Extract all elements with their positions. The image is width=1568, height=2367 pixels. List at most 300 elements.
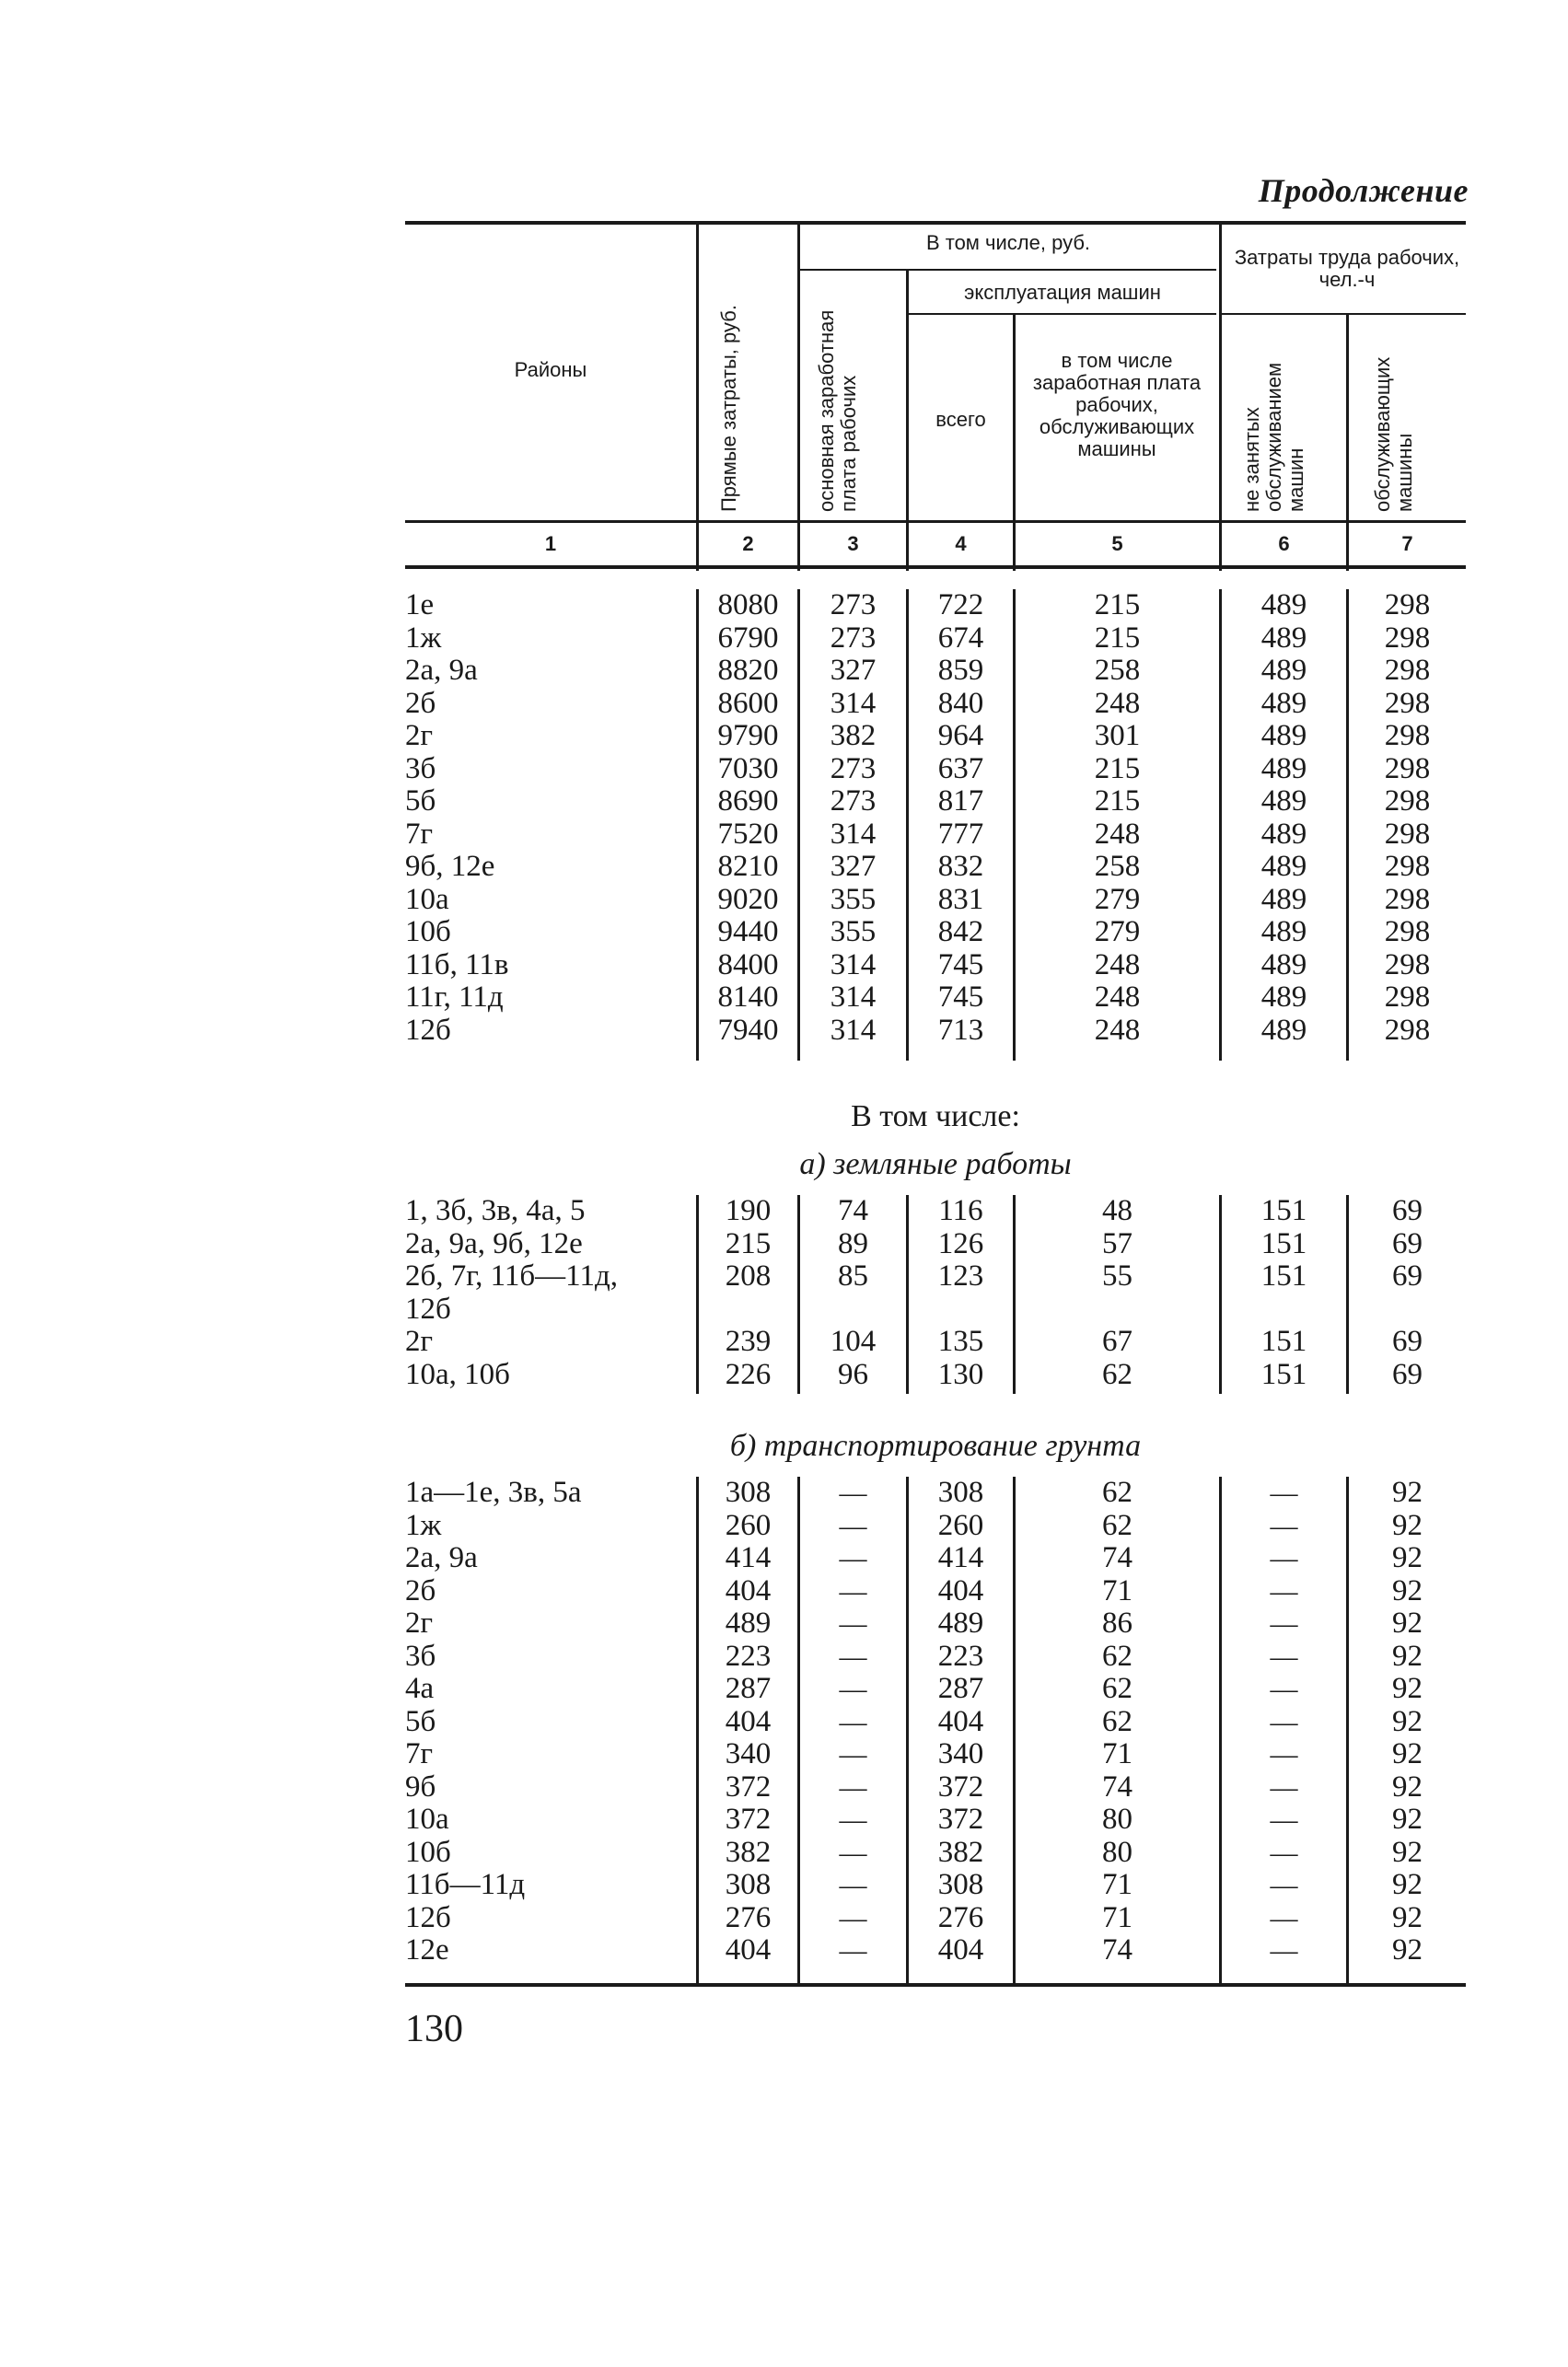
value-cell-col7: 92	[1392, 1900, 1423, 1934]
value-cell-col3: 273	[830, 751, 877, 785]
district-cell: 9б	[405, 1769, 436, 1804]
value-cell-col6: 489	[1260, 947, 1307, 981]
value-cell-col3: 314	[830, 947, 877, 981]
page-number: 130	[405, 2008, 463, 2050]
district-cell: 9б, 12е	[405, 850, 495, 883]
value-cell-col4: 372	[937, 1803, 984, 1836]
district-cell: 1е	[405, 588, 435, 621]
value-cell-col6: —	[1270, 1478, 1298, 1508]
value-cell-col3: 85	[838, 1259, 868, 1293]
district-cell: 2б, 7г, 11б—11д,	[405, 1259, 618, 1293]
value-cell-col2: 340	[725, 1737, 772, 1770]
value-cell-col5: 71	[1102, 1573, 1132, 1607]
value-cell-col6: —	[1270, 1575, 1298, 1607]
value-cell-col4: 713	[937, 1013, 984, 1047]
value-cell-col3: 314	[830, 1013, 877, 1047]
value-cell-col2: 8820	[717, 654, 779, 687]
value-cell-col4: 135	[937, 1325, 984, 1358]
value-cell-col6: —	[1270, 1510, 1298, 1541]
value-cell-col6: 151	[1260, 1357, 1307, 1391]
table-row	[405, 1934, 1466, 1967]
col-number-5: 5	[1111, 532, 1123, 555]
value-cell-col7: 92	[1392, 1607, 1423, 1640]
value-cell-col7: 69	[1392, 1226, 1423, 1260]
table-row	[405, 1673, 1466, 1706]
value-cell-col5: 74	[1102, 1541, 1132, 1574]
value-cell-col3: —	[839, 1706, 867, 1737]
value-cell-col5: 55	[1102, 1259, 1132, 1293]
value-cell-col5: 74	[1102, 1933, 1132, 1967]
value-cell-col6: 151	[1260, 1194, 1307, 1227]
value-cell-col2: 8140	[717, 980, 779, 1014]
section-b-title: б) транспортирование грунта	[729, 1429, 1142, 1463]
table-row	[405, 1706, 1466, 1739]
value-cell-col6: —	[1270, 1641, 1298, 1672]
table-row	[405, 1195, 1466, 1228]
table-row	[405, 981, 1466, 1015]
value-cell-col6: —	[1270, 1706, 1298, 1737]
header-top-rule	[405, 221, 1466, 225]
value-cell-col6: —	[1270, 1870, 1298, 1900]
value-cell-col6: 489	[1260, 915, 1307, 948]
value-cell-col7: 92	[1392, 1835, 1423, 1869]
value-cell-col2: 239	[725, 1325, 772, 1358]
value-cell-col2: 7520	[717, 817, 779, 851]
value-cell-col4: 308	[937, 1868, 984, 1901]
table-row	[405, 753, 1466, 786]
table-row	[405, 1294, 1466, 1327]
value-cell-col2: 287	[725, 1672, 772, 1705]
value-cell-col2: 8600	[717, 686, 779, 720]
col-number-2: 2	[742, 532, 754, 555]
district-cell: 2б	[405, 1573, 436, 1607]
value-cell-col2: 190	[725, 1194, 772, 1227]
value-cell-col3: —	[839, 1837, 867, 1868]
table-row	[405, 720, 1466, 753]
table-row	[405, 851, 1466, 884]
table-row	[405, 1641, 1466, 1674]
value-cell-col4: 287	[937, 1672, 984, 1705]
value-cell-col6: 489	[1260, 817, 1307, 851]
section-b-block	[405, 1477, 1466, 1983]
table-row	[405, 1575, 1466, 1608]
value-cell-col5: 215	[1094, 621, 1141, 655]
district-cell: 10б	[405, 1835, 451, 1869]
table-row	[405, 589, 1466, 622]
value-cell-col7: 298	[1384, 719, 1431, 752]
value-cell-col4: 340	[937, 1737, 984, 1770]
col-number-3: 3	[847, 532, 859, 555]
value-cell-col5: 248	[1094, 686, 1141, 720]
district-cell: 10б	[405, 915, 451, 948]
value-cell-col7: 298	[1384, 784, 1431, 818]
value-cell-col6: 489	[1260, 719, 1307, 752]
value-cell-col7: 298	[1384, 882, 1431, 916]
value-cell-col3: —	[839, 1510, 867, 1541]
value-cell-col2: 382	[725, 1835, 772, 1869]
district-cell: 2а, 9а	[405, 1541, 478, 1574]
value-cell-col4: 840	[937, 686, 984, 720]
header-sub-rule-3	[1222, 313, 1466, 315]
table-row	[405, 1477, 1466, 1510]
value-cell-col5: 248	[1094, 817, 1141, 851]
value-cell-col3: 96	[838, 1357, 868, 1391]
value-cell-col5: 62	[1102, 1672, 1132, 1705]
value-cell-col7: 92	[1392, 1573, 1423, 1607]
table-header	[405, 221, 1466, 571]
value-cell-col6: —	[1270, 1804, 1298, 1835]
table-row	[405, 1837, 1466, 1870]
base-wage-header: основная заработная плата рабочих	[815, 309, 860, 512]
value-cell-col4: 859	[937, 654, 984, 687]
value-cell-col4: 404	[937, 1573, 984, 1607]
labor-header: Затраты труда рабочих, чел.-ч	[1234, 246, 1460, 291]
district-cell: 5б	[405, 784, 436, 818]
main-data-block	[405, 589, 1466, 1061]
machine-ops-header: эксплуатация машин	[964, 281, 1161, 304]
value-cell-col3: —	[839, 1739, 867, 1769]
value-cell-col6: —	[1270, 1902, 1298, 1933]
section-a-block	[405, 1195, 1466, 1394]
value-cell-col6: —	[1270, 1543, 1298, 1573]
table-row	[405, 1260, 1466, 1294]
value-cell-col3: —	[839, 1478, 867, 1508]
value-cell-col6: —	[1270, 1837, 1298, 1868]
district-cell: 12б	[405, 1292, 451, 1326]
table-row	[405, 1359, 1466, 1392]
value-cell-col3: 273	[830, 588, 877, 621]
value-cell-col2: 8690	[717, 784, 779, 818]
value-cell-col5: 62	[1102, 1357, 1132, 1391]
value-cell-col7: 298	[1384, 817, 1431, 851]
districts-header: Районы	[514, 358, 587, 381]
value-cell-col5: 74	[1102, 1769, 1132, 1804]
value-cell-col6: 489	[1260, 980, 1307, 1014]
table-row	[405, 884, 1466, 917]
value-cell-col3: 89	[838, 1226, 868, 1260]
value-cell-col3: —	[839, 1902, 867, 1933]
district-cell: 3б	[405, 751, 436, 785]
value-cell-col2: 404	[725, 1704, 772, 1738]
value-cell-col6: —	[1270, 1771, 1298, 1803]
including-label: В том числе:	[851, 1099, 1020, 1133]
value-cell-col4: 964	[937, 719, 984, 752]
header-mid-rule	[405, 520, 1466, 523]
value-cell-col2: 8210	[717, 850, 779, 883]
value-cell-col2: 404	[725, 1933, 772, 1967]
col-divider-2	[797, 221, 800, 571]
direct-costs-header: Прямые затраты, руб.	[717, 305, 740, 512]
table-row	[405, 1228, 1466, 1261]
value-cell-col7: 298	[1384, 686, 1431, 720]
value-cell-col2: 7940	[717, 1013, 779, 1047]
value-cell-col6: —	[1270, 1739, 1298, 1769]
value-cell-col7: 92	[1392, 1508, 1423, 1542]
table-row	[405, 655, 1466, 688]
value-cell-col5: 279	[1094, 915, 1141, 948]
district-cell: 10а, 10б	[405, 1357, 510, 1391]
value-cell-col5: 62	[1102, 1476, 1132, 1509]
value-cell-col4: 817	[937, 784, 984, 818]
value-cell-col4: 831	[937, 882, 984, 916]
value-cell-col4: 842	[937, 915, 984, 948]
header-sub-rule-2	[909, 313, 1216, 315]
value-cell-col4: 223	[937, 1639, 984, 1673]
value-cell-col4: 832	[937, 850, 984, 883]
district-cell: 10а	[405, 882, 449, 916]
value-cell-col7: 92	[1392, 1803, 1423, 1836]
district-cell: 7г	[405, 817, 434, 851]
district-cell: 10а	[405, 1803, 449, 1836]
district-cell: 2г	[405, 719, 434, 752]
table-bottom-rule	[405, 1983, 1466, 1987]
value-cell-col5: 248	[1094, 947, 1141, 981]
value-cell-col2: 489	[725, 1607, 772, 1640]
value-cell-col6: 489	[1260, 882, 1307, 916]
value-cell-col4: 722	[937, 588, 984, 621]
col-number-7: 7	[1401, 532, 1413, 555]
district-cell: 1ж	[405, 1508, 442, 1542]
value-cell-col4: 489	[937, 1607, 984, 1640]
value-cell-col3: 355	[830, 915, 877, 948]
value-cell-col4: 745	[937, 980, 984, 1014]
value-cell-col2: 372	[725, 1769, 772, 1804]
value-cell-col5: 62	[1102, 1508, 1132, 1542]
value-cell-col2: 404	[725, 1573, 772, 1607]
value-cell-col2: 260	[725, 1508, 772, 1542]
district-cell: 2г	[405, 1607, 434, 1640]
value-cell-col7: 298	[1384, 915, 1431, 948]
value-cell-col7: 298	[1384, 751, 1431, 785]
value-cell-col7: 69	[1392, 1259, 1423, 1293]
value-cell-col7: 92	[1392, 1672, 1423, 1705]
value-cell-col7: 92	[1392, 1541, 1423, 1574]
value-cell-col2: 215	[725, 1226, 772, 1260]
value-cell-col5: 80	[1102, 1803, 1132, 1836]
col-divider-1	[696, 221, 699, 571]
table-row	[405, 622, 1466, 656]
table-row	[405, 1902, 1466, 1935]
value-cell-col4: 777	[937, 817, 984, 851]
value-cell-col4: 308	[937, 1476, 984, 1509]
value-cell-col2: 223	[725, 1639, 772, 1673]
district-cell: 5б	[405, 1704, 436, 1738]
value-cell-col4: 404	[937, 1704, 984, 1738]
value-cell-col2: 6790	[717, 621, 779, 655]
value-cell-col4: 123	[937, 1259, 984, 1293]
value-cell-col6: —	[1270, 1608, 1298, 1639]
value-cell-col3: —	[839, 1935, 867, 1966]
value-cell-col3: —	[839, 1804, 867, 1835]
district-cell: 2г	[405, 1325, 434, 1358]
value-cell-col3: 104	[830, 1325, 877, 1358]
district-cell: 1ж	[405, 621, 442, 655]
continued-label: Продолжение	[1258, 172, 1469, 209]
value-cell-col7: 298	[1384, 980, 1431, 1014]
col-number-1: 1	[544, 532, 557, 555]
value-cell-col4: 404	[937, 1933, 984, 1967]
table-row	[405, 785, 1466, 818]
value-cell-col4: 745	[937, 947, 984, 981]
value-cell-col5: 215	[1094, 784, 1141, 818]
value-cell-col3: 273	[830, 784, 877, 818]
value-cell-col5: 258	[1094, 850, 1141, 883]
value-cell-col6: 489	[1260, 1013, 1307, 1047]
table-row	[405, 1738, 1466, 1771]
value-cell-col4: 116	[938, 1194, 983, 1227]
value-cell-col6: —	[1270, 1935, 1298, 1966]
value-cell-col4: 414	[937, 1541, 984, 1574]
value-cell-col7: 92	[1392, 1704, 1423, 1738]
value-cell-col5: 71	[1102, 1868, 1132, 1901]
value-cell-col2: 226	[725, 1357, 772, 1391]
value-cell-col5: 80	[1102, 1835, 1132, 1869]
district-cell: 11б—11д	[405, 1868, 526, 1901]
value-cell-col6: 489	[1260, 784, 1307, 818]
value-cell-col3: 314	[830, 686, 877, 720]
machine-wage-header: в том числе заработная плата рабочих, обслуживающих машины	[1032, 349, 1202, 460]
value-cell-col5: 48	[1102, 1194, 1132, 1227]
value-cell-col6: 489	[1260, 850, 1307, 883]
value-cell-col3: —	[839, 1771, 867, 1803]
value-cell-col2: 276	[725, 1900, 772, 1934]
table-row	[405, 949, 1466, 982]
value-cell-col5: 62	[1102, 1704, 1132, 1738]
value-cell-col6: —	[1270, 1674, 1298, 1704]
value-cell-col7: 69	[1392, 1325, 1423, 1358]
header-sub-rule-1	[800, 269, 1216, 271]
district-cell: 2а, 9а	[405, 654, 478, 687]
value-cell-col2: 9020	[717, 882, 779, 916]
value-cell-col3: 382	[830, 719, 877, 752]
value-cell-col5: 215	[1094, 588, 1141, 621]
value-cell-col5: 248	[1094, 980, 1141, 1014]
table-row	[405, 818, 1466, 852]
value-cell-col6: 151	[1260, 1325, 1307, 1358]
value-cell-col6: 489	[1260, 751, 1307, 785]
table-row	[405, 916, 1466, 949]
total-header: всего	[935, 408, 986, 431]
table-row	[405, 1542, 1466, 1575]
value-cell-col3: —	[839, 1608, 867, 1639]
value-cell-col7: 92	[1392, 1868, 1423, 1901]
district-cell: 12б	[405, 1900, 451, 1934]
value-cell-col7: 92	[1392, 1933, 1423, 1967]
value-cell-col4: 126	[937, 1226, 984, 1260]
value-cell-col5: 301	[1094, 719, 1141, 752]
table-row	[405, 688, 1466, 721]
value-cell-col7: 92	[1392, 1639, 1423, 1673]
value-cell-col3: —	[839, 1543, 867, 1573]
col-number-6: 6	[1278, 532, 1290, 555]
district-cell: 11г, 11д	[405, 980, 504, 1014]
value-cell-col2: 414	[725, 1541, 772, 1574]
value-cell-col4: 637	[937, 751, 984, 785]
value-cell-col7: 69	[1392, 1194, 1423, 1227]
value-cell-col6: 489	[1260, 621, 1307, 655]
value-cell-col2: 8400	[717, 947, 779, 981]
value-cell-col7: 298	[1384, 1013, 1431, 1047]
value-cell-col7: 92	[1392, 1737, 1423, 1770]
value-cell-col7: 298	[1384, 850, 1431, 883]
value-cell-col3: —	[839, 1870, 867, 1900]
district-cell: 1а—1е, 3в, 5а	[405, 1476, 582, 1509]
value-cell-col2: 208	[725, 1259, 772, 1293]
value-cell-col2: 372	[725, 1803, 772, 1836]
section-a-title: а) земляные работы	[799, 1147, 1072, 1181]
value-cell-col5: 71	[1102, 1737, 1132, 1770]
value-cell-col7: 298	[1384, 654, 1431, 687]
value-cell-col5: 62	[1102, 1639, 1132, 1673]
table-row	[405, 1607, 1466, 1641]
value-cell-col2: 308	[725, 1868, 772, 1901]
value-cell-col3: 327	[830, 850, 877, 883]
district-cell: 11б, 11в	[405, 947, 509, 981]
value-cell-col7: 298	[1384, 588, 1431, 621]
value-cell-col7: 69	[1392, 1357, 1423, 1391]
value-cell-col3: —	[839, 1674, 867, 1704]
value-cell-col5: 57	[1102, 1226, 1132, 1260]
value-cell-col6: 151	[1260, 1226, 1307, 1260]
table-row	[405, 1326, 1466, 1359]
value-cell-col4: 674	[937, 621, 984, 655]
value-cell-col5: 67	[1102, 1325, 1132, 1358]
value-cell-col5: 86	[1102, 1607, 1132, 1640]
value-cell-col4: 260	[937, 1508, 984, 1542]
district-cell: 7г	[405, 1737, 434, 1770]
value-cell-col4: 130	[937, 1357, 984, 1391]
district-cell: 2б	[405, 686, 436, 720]
value-cell-col2: 8080	[717, 588, 779, 621]
table-row	[405, 1510, 1466, 1543]
value-cell-col3: 355	[830, 882, 877, 916]
value-cell-col2: 9440	[717, 915, 779, 948]
district-cell: 3б	[405, 1639, 436, 1673]
value-cell-col5: 71	[1102, 1900, 1132, 1934]
value-cell-col3: —	[839, 1575, 867, 1607]
table-row	[405, 1015, 1466, 1048]
value-cell-col3: 314	[830, 980, 877, 1014]
value-cell-col5: 215	[1094, 751, 1141, 785]
value-cell-col2: 308	[725, 1476, 772, 1509]
table-row	[405, 1804, 1466, 1837]
serving-header: обслуживающих машины	[1371, 356, 1416, 512]
including-rub-header: В том числе, руб.	[925, 231, 1091, 254]
value-cell-col5: 258	[1094, 654, 1141, 687]
table-row	[405, 1771, 1466, 1804]
value-cell-col5: 279	[1094, 882, 1141, 916]
value-cell-col4: 372	[937, 1769, 984, 1804]
value-cell-col7: 298	[1384, 947, 1431, 981]
district-cell: 12е	[405, 1933, 449, 1967]
value-cell-col6: 489	[1260, 588, 1307, 621]
value-cell-col2: 7030	[717, 751, 779, 785]
value-cell-col6: 489	[1260, 654, 1307, 687]
value-cell-col7: 92	[1392, 1476, 1423, 1509]
value-cell-col6: 151	[1260, 1259, 1307, 1293]
value-cell-col3: 74	[838, 1194, 868, 1227]
value-cell-col7: 92	[1392, 1769, 1423, 1804]
value-cell-col2: 9790	[717, 719, 779, 752]
district-cell: 12б	[405, 1013, 451, 1047]
value-cell-col3: 314	[830, 817, 877, 851]
value-cell-col3: —	[839, 1641, 867, 1672]
header-bottom-rule	[405, 565, 1466, 569]
value-cell-col4: 382	[937, 1835, 984, 1869]
table-row	[405, 1869, 1466, 1902]
value-cell-col4: 276	[937, 1900, 984, 1934]
district-cell: 2а, 9а, 9б, 12е	[405, 1226, 583, 1260]
